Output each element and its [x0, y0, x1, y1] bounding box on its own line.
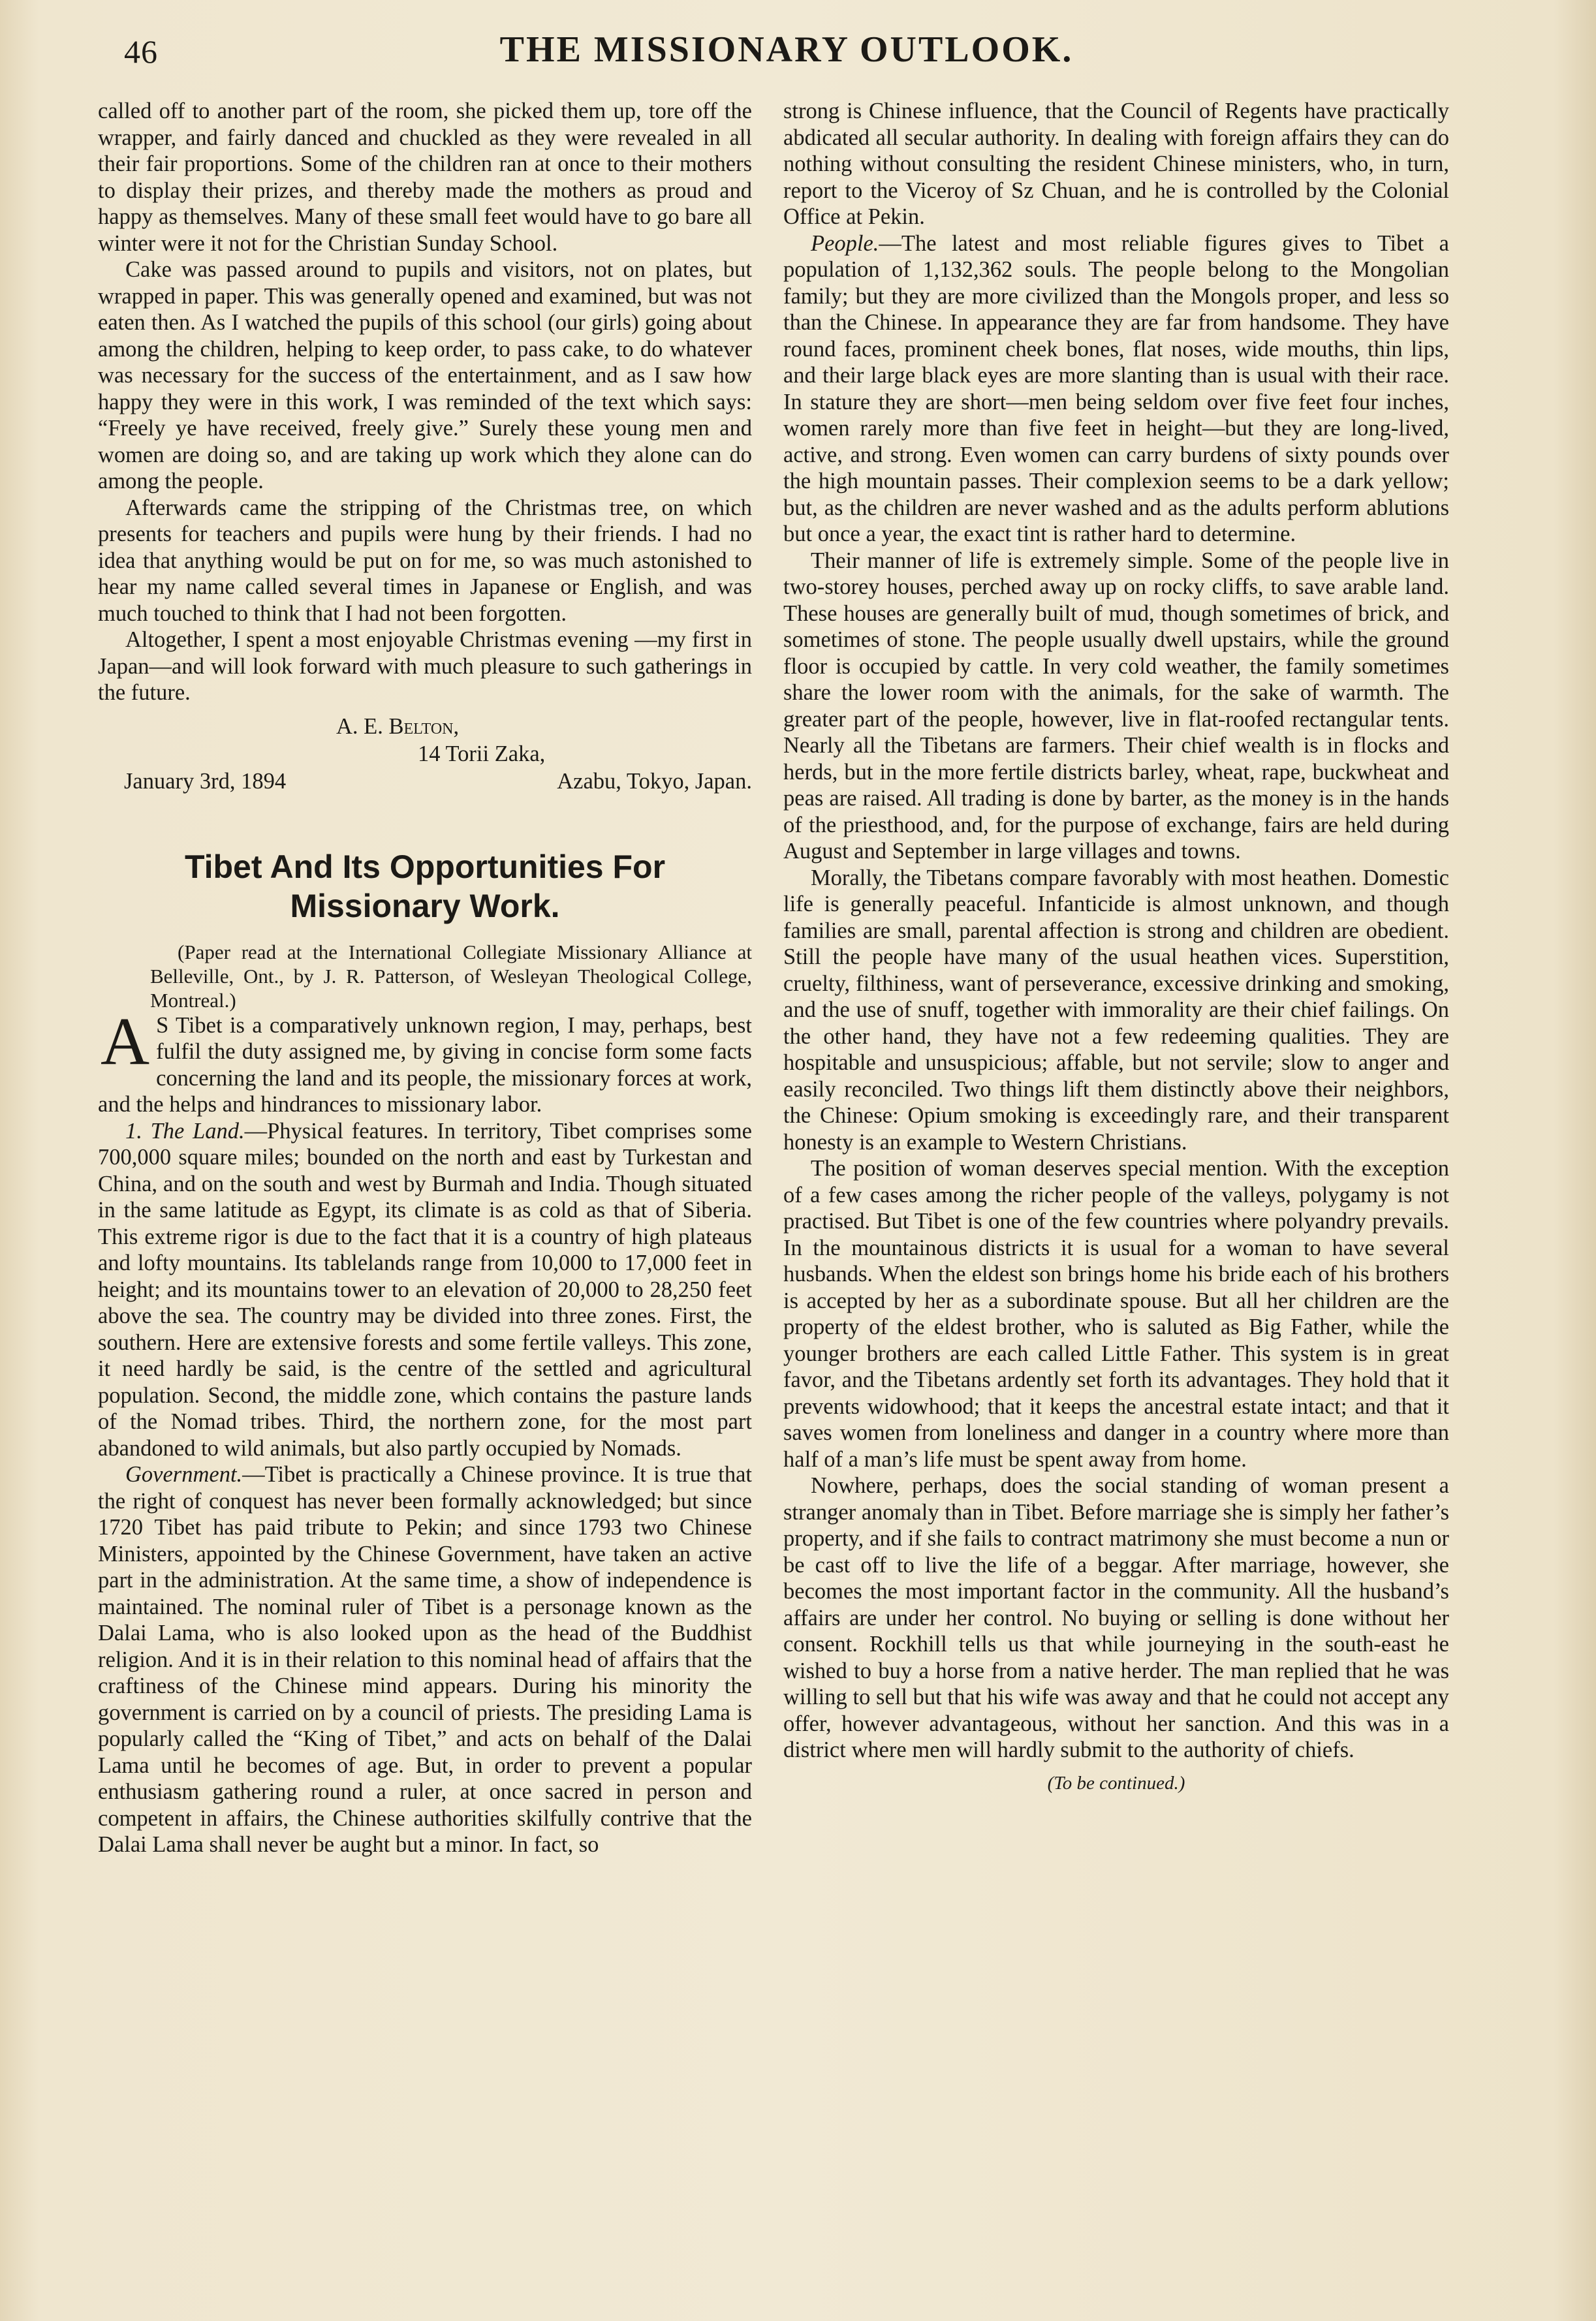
- paragraph: [783, 230, 1449, 548]
- page-header: [98, 26, 1475, 78]
- section-heading: People.: [811, 230, 879, 256]
- paragraph: Afterwards came the stripping of the Christmas tree, on which presents for teachers and pupils were hung by their friends. I had no idea that anything would be put on for me, so was much astonished to hear my name called several times in Japanese or English, and was much touched to think that I had not been forgotten.: [98, 495, 752, 626]
- right-column: [783, 98, 1449, 2271]
- intro-paragraph: [98, 1003, 752, 1118]
- paragraph: Their manner of life is extremely simple. Some of the people live in two-storey houses, perched away up on rocky cliffs, to save arable land. These houses are generally built of mud, though sometimes of brick, and sometimes of stone. The people usually dwell upstairs, while the ground floor is occupied by cattle. In very cold weather, the family sometimes share the lower room with the animals, for the sake of warmth. The greater part of the people, however, live in flat-roofed rectangular tents. Nearly all the Tibetans are farmers. Their chief wealth is in flocks and herds, but in the more fertile districts barley, wheat, rape, buckwheat and peas are raised. All trading is done by barter, as the money is in the hands of the priesthood, and, for the purpose of exchange, fairs are held during August and September in large villages and towns.: [783, 548, 1449, 864]
- continued-note: (To be continued.): [1047, 1772, 1185, 1794]
- section-heading: Government.: [125, 1462, 243, 1487]
- running-title: THE MISSIONARY OUTLOOK.: [499, 29, 1074, 70]
- letter-date: January 3rd, 1894: [124, 768, 287, 794]
- paragraph: Morally, the Tibetans compare favorably with most heathen. Domestic life is generally peaceful. Infanticide is almost unknown, and though families are small, parental affection is strong and children are obedient. Still the people have many of the usual heathen vices. Superstition, cruelty, filthiness, want of perseverance, excessive drinking and smoking, and the use of snuff, together with immorality are their chief failings. On the other hand, they have not a few redeeming qualities. They are hospitable and unsuspicious; affable, but not servile; slow to anger and easily reconciled. Two things lift them distinctly above their neighbors, the Chinese: Opium smoking is exceedingly rare, and their transparent honesty is an example to Western Christians.: [783, 865, 1449, 1155]
- article-subheading: (Paper read at the International Collegiate Missionary Alliance at Belleville, Ont., by J. R. Patterson, of Wesleyan Theological College, Montreal.): [150, 940, 752, 1012]
- paragraph: strong is Chinese influence, that the Council of Regents have practically abdicated all secular authority. In dealing with foreign affairs they can do nothing without consulting the resident Chinese ministers, who, in turn, report to the Viceroy of Sz Chuan, and he is controlled by the Colonial Office at Pekin.: [783, 99, 1449, 229]
- paragraph: The position of woman deserves special mention. With the exception of a few cases among the richer people of the valleys, polygamy is not practised. But Tibet is one of the few countries where polyandry prevails. In the mountainous districts it is usual for a woman to have several husbands. When the eldest son brings home his bride each of his brothers is accepted by her as a subordinate spouse. But all her children are the property of the eldest brother, who is saluted as Big Father, while the younger brothers are each called Little Father. This system is in great favor, and the Tibetans ardently set forth its advantages. They hold that it prevents widowhood; that it keeps the ancestral estate intact; and that it saves women from loneliness and danger in a country where more than half of a man’s life must be spent away from home.: [783, 1156, 1449, 1472]
- section-text: —Tibet is practically a Chinese province. It is true that the right of conquest has never been formally acknowledged; but since 1720 Tibet has paid tribute to Pekin; and since 1793 two Chinese Ministers, appointed by the Chinese Government, have taken an active part in the administration. At the same time, a show of independence is maintained. The nominal ruler of Tibet is a personage known as the Dalai Lama, who is also looked upon as the head of the Buddhist religion. And it is in their relation to this nominal head of affairs that the craftiness of the Chinese mind appears. During his minority the government is carried on by a council of priests. The presiding Lama is popularly called the “King of Tibet,” and acts on behalf of the Dalai Lama until he becomes of age. But, in order to prevent a popular enthusiasm gathering round a ruler, at once sacred in person and competent in affairs, the Chinese authorities skilfully contrive that the Dalai Lama shall never be aught but a minor. In fact, so: [98, 1462, 752, 1857]
- article-title: Tibet And Its Opportunities For Missionary Work.: [184, 848, 666, 924]
- intro-text: S Tibet is a comparatively unknown region, I may, perhaps, best fulfil the duty assigned me, by giving in concise form some facts concerning the land and its people, the missionary forces at work, and the helps and hindrances to missionary labor.: [98, 1012, 752, 1117]
- paragraph: Cake was passed around to pupils and visitors, not on plates, but wrapped in paper. This was generally opened and examined, but was not eaten then. As I watched the pupils of this school (our girls) going about among the children, helping to keep order, to pass cake, to do whatever was necessary for the success of the entertainment, and as I saw how happy they were in this work, I was reminded of the text which says: “Freely ye have received, freely give.” Surely these young men and women are doing so, and are taking up work which they alone can do among the people.: [98, 257, 752, 493]
- section-text: —The latest and most reliable figures gives to Tibet a population of 1,132,362 souls. The people belong to the Mongolian family; but they are more civilized than the Mongols proper, and less so than the Chinese. In appearance they are far from handsome. They have round faces, prominent cheek bones, flat noses, wide mouths, thin lips, and their large black eyes are more slanting than is usual with their race. In stature they are short—men being seldom over five feet four inches, women rarely more than five feet in height—but they are long-lived, active, and strong. Even women can carry burdens of sixty pounds over the high mountain passes. Their complexion seems to be a dark yellow; but, as the children are never washed and as the adults perform ablutions but once a year, the exact tint is rather hard to determine.: [783, 230, 1449, 546]
- signature-address: 14 Torii Zaka,: [418, 741, 546, 766]
- paragraph: called off to another part of the room, she picked them up, tore off the wrapper, and fairly danced and chuckled as they were revealed in all their fair proportions. Some of the children ran at once to their mothers to display their prizes, and thereby made the mothers as proud and happy as themselves. Many of these small feet would have to go bare all winter were it not for the Christian Sunday School.: [98, 99, 752, 256]
- letter-signature: [98, 713, 752, 795]
- paragraph: [98, 1118, 752, 1462]
- paragraph: Nowhere, perhaps, does the social standing of woman present a stranger anomaly than in Tibet. Before marriage she is simply her father’s property, and if she fails to contract matrimony she must become a nun or be cast off to live the life of a beggar. After marriage, however, she becomes the most important factor in the community. All the husband’s affairs are under her control. No buying or selling is done without her consent. Rockhill tells us that while journeying in the south-east he wished to buy a horse from a native herder. The man replied that he was willing to sell but that his wife was away and that he could not accept any offer, however advantageous, without her sanction. And this was in a district where men will hardly submit to the authority of chiefs.: [783, 1473, 1449, 1762]
- left-column: [98, 98, 752, 2271]
- signature-city: Azabu, Tokyo, Japan.: [557, 768, 752, 794]
- drop-cap: A: [101, 1003, 150, 1079]
- paragraph: [98, 1461, 752, 1858]
- signature-row: [98, 768, 752, 795]
- section-heading: 1. The Land.: [125, 1118, 245, 1144]
- page-number: 46: [124, 33, 158, 70]
- signature-name: A. E. Belton,: [336, 713, 460, 739]
- section-text: —Physical features. In territory, Tibet comprises some 700,000 square miles; bounded on the north and east by Turkestan and China, and on the south and west by Burmah and India. Though situated in the same latitude as Egypt, its climate is as cold as that of Siberia. This extreme rigor is due to the fact that it is a country of high plateaus and lofty mountains. Its tablelands range from 10,000 to 17,000 feet in height; and its mountains tower to an elevation of 20,000 to 28,250 feet above the sea. The country may be divided into three zones. First, the southern. Here are extensive forests and some fertile valleys. This zone, it need hardly be said, is the centre of the settled and agricultural population. Second, the middle zone, which contains the pasture lands of the Nomad tribes. Third, the northern zone, for the most part abandoned to wild animals, but also partly occupied by Nomads.: [98, 1118, 752, 1461]
- paragraph: Altogether, I spent a most enjoyable Christmas evening —my first in Japan—and will look forward with much pleasure to such gatherings in the future.: [98, 627, 752, 705]
